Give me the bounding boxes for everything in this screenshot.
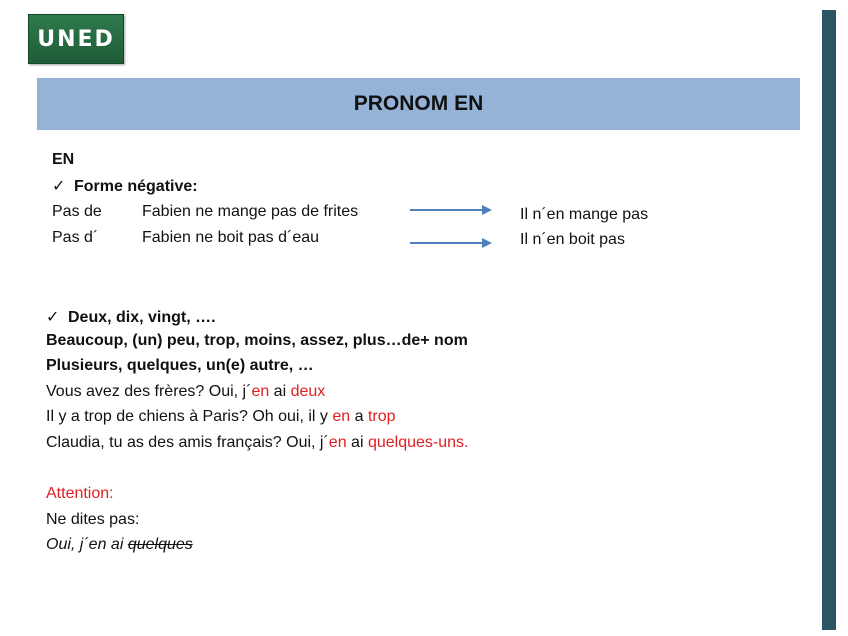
check-icon: ✓ [52,178,66,195]
numbers-text: Deux, dix, vingt, …. [68,309,216,326]
row1-sentence: Fabien ne mange pas de frites [142,203,359,220]
example-line-1 [46,383,325,401]
check-icon: ✓ [46,309,60,326]
quantity-line: Beaucoup, (un) peu, trop, moins, assez, plus…de+ nom [46,332,468,349]
indefinite-line: Plusieurs, quelques, un(e) autre, … [46,357,314,374]
numbers-line [46,307,216,327]
example-3-en: en [328,434,347,451]
attention-label: Attention: [46,485,114,502]
row2-sentence: Fabien ne boit pas d´eau [142,229,320,246]
example-3-text: Claudia, tu as des amis français? Oui, j´ [46,434,329,451]
attention-prefix: Oui, j´en ai [46,536,128,553]
row2-label: Pas d´ [52,229,99,246]
forme-negative-heading [52,176,198,196]
logo-text: UNED [37,26,115,52]
attention-line-2 [46,536,193,554]
page-title: PRONOM EN [353,92,484,115]
row1-label: Pas de [52,203,102,220]
example-line-3 [46,434,468,452]
example-1-en: en [251,383,270,400]
example-1-highlight: deux [290,383,326,400]
title-band [37,78,800,130]
row1-result: Il n´en mange pas [520,206,649,223]
example-2-verb: a [350,408,368,425]
uned-logo [28,14,124,64]
example-2-highlight: trop [367,408,396,425]
example-3-highlight: quelques-uns. [367,434,469,451]
arrow-right-icon [410,203,492,217]
row2-result: Il n´en boit pas [520,231,625,248]
struck-word: quelques [127,536,193,553]
arrow-right-icon [410,236,492,250]
attention-line-1: Ne dites pas: [46,511,140,528]
section-heading-en: EN [52,151,75,168]
example-line-2 [46,408,396,426]
example-1-verb: ai [269,383,291,400]
example-2-en: en [332,408,351,425]
forme-negative-label: Forme négative: [74,178,198,195]
example-2-text: Il y a trop de chiens à Paris? Oh oui, il y [46,408,333,425]
example-1-text: Vous avez des frères? Oui, j´ [46,383,252,400]
right-decorative-bar [822,10,836,630]
example-3-verb: ai [346,434,368,451]
